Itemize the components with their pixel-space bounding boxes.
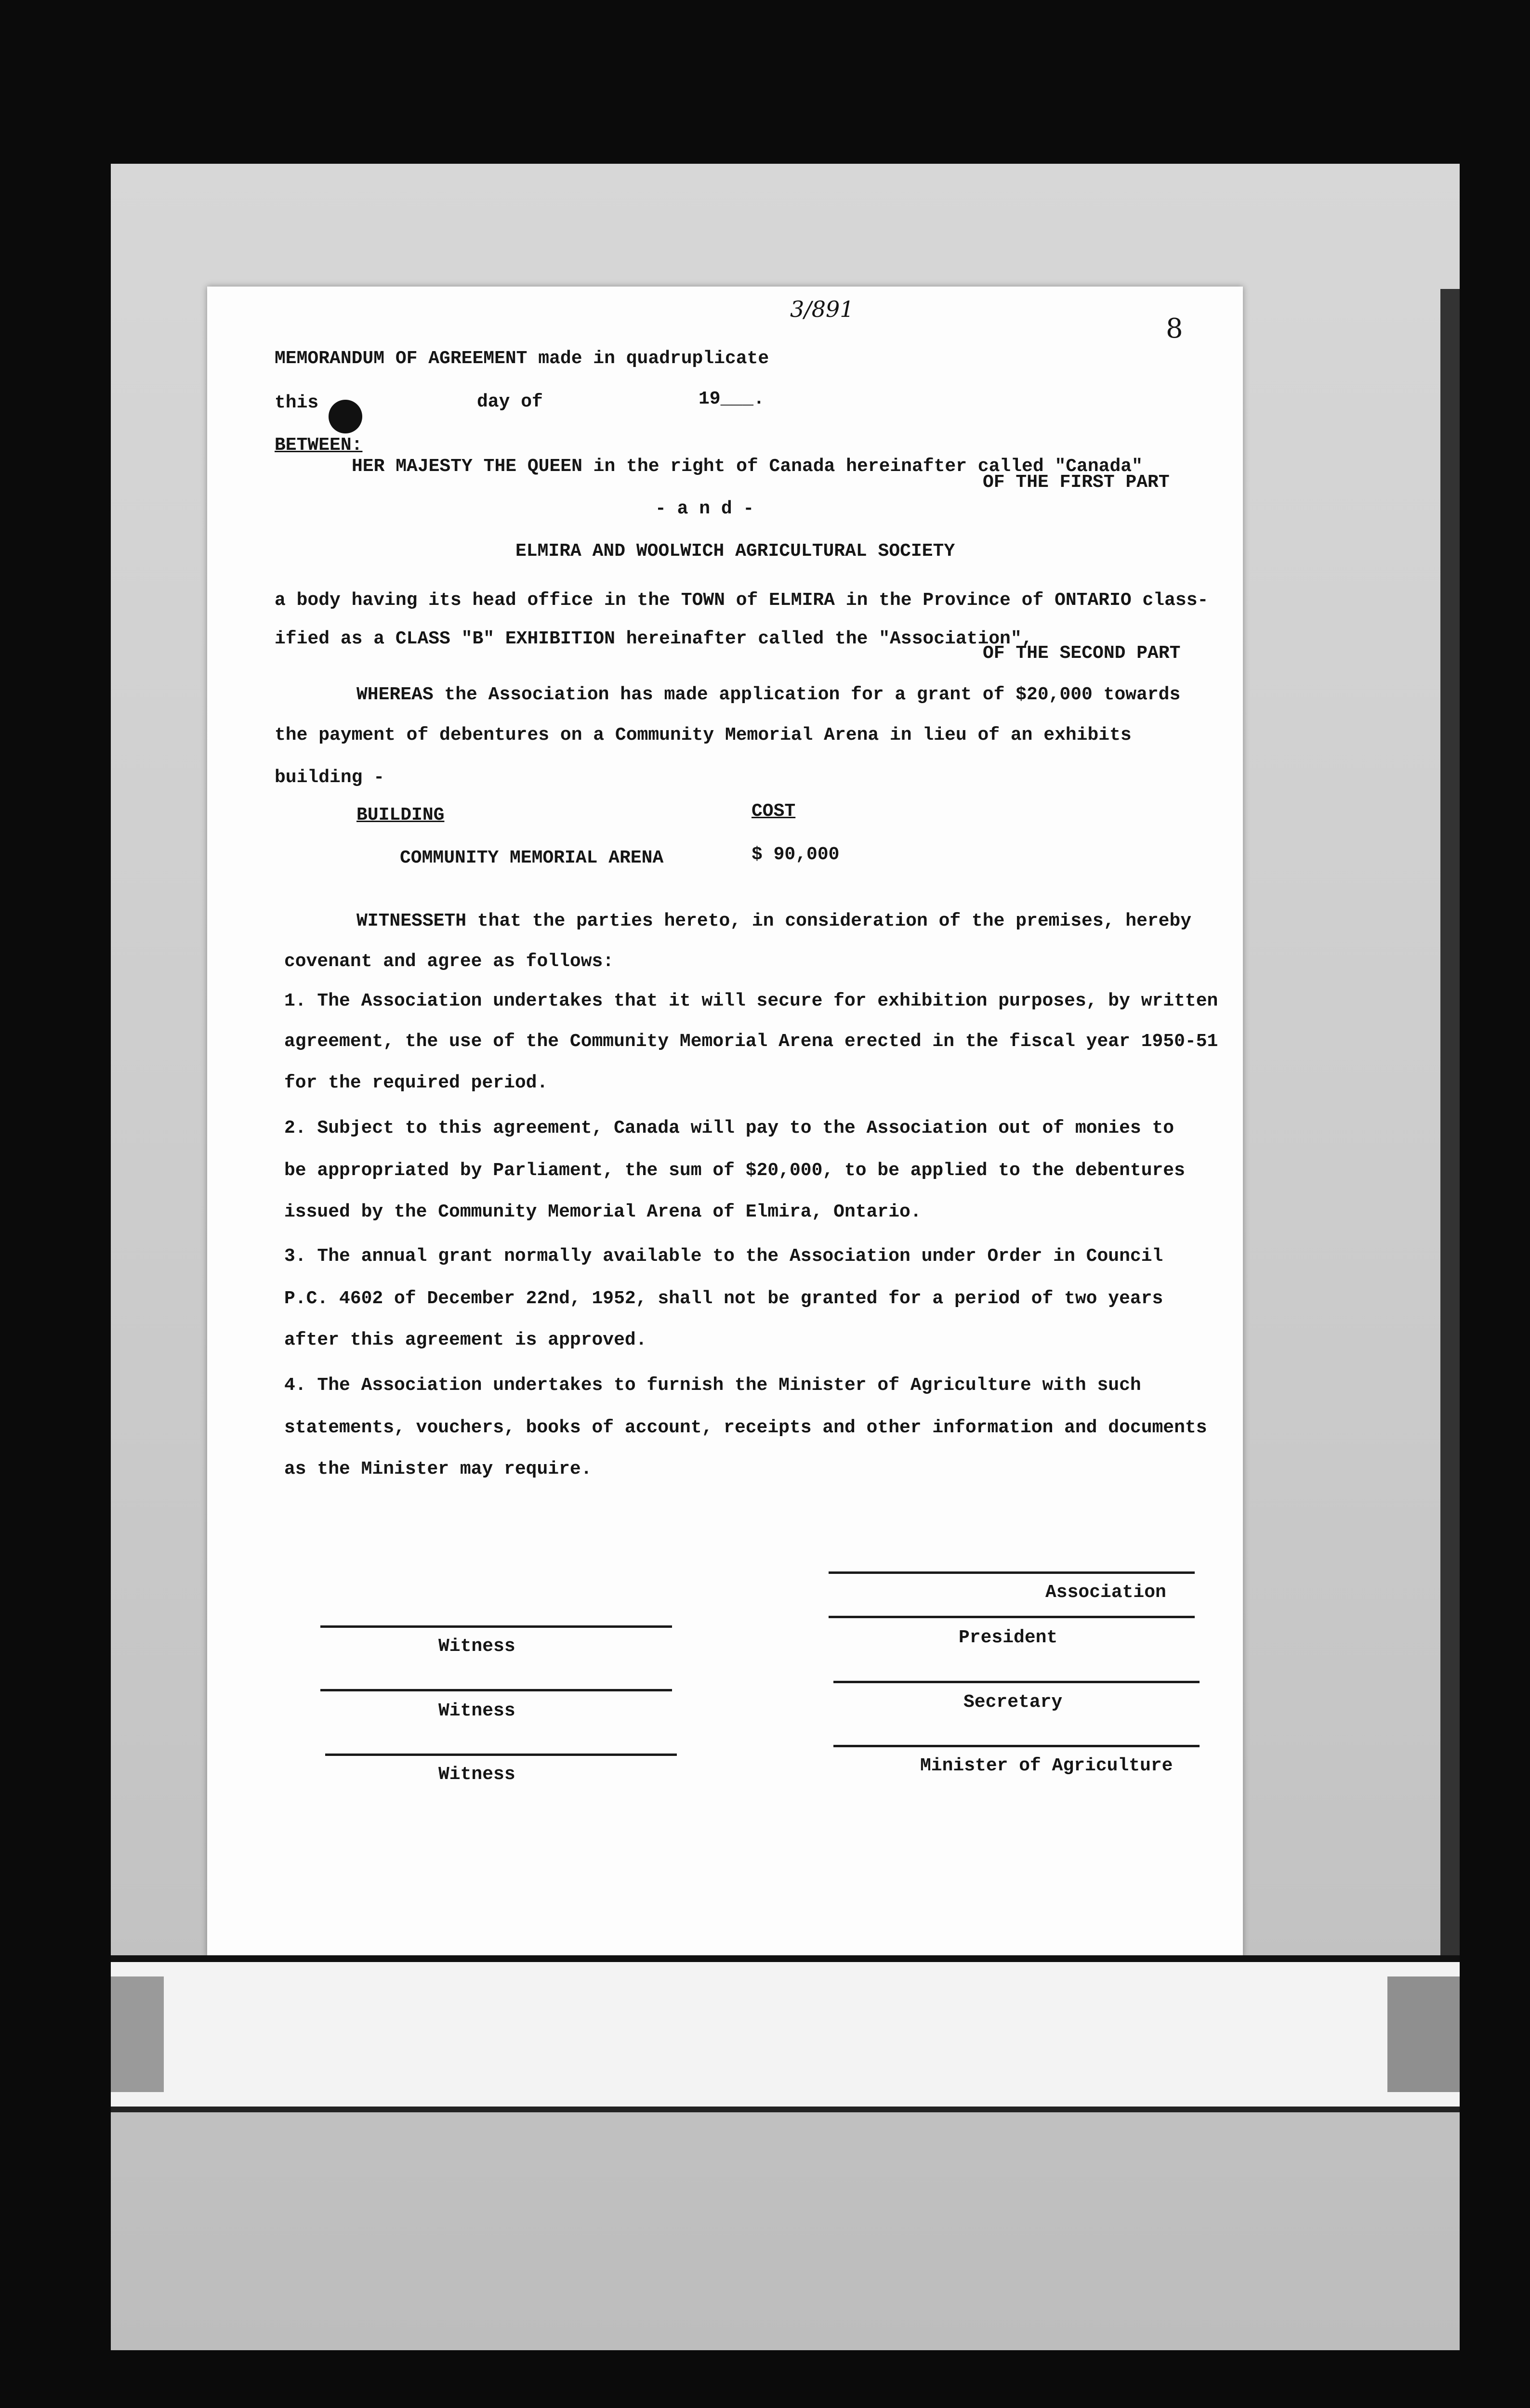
punch-hole (329, 400, 362, 433)
society-description-line-1: a body having its head office in the TOWN of ELMIRA in the Province of ONTARIO class- (275, 590, 1209, 611)
witnesseth-line-2: covenant and agree as follows: (284, 951, 614, 972)
minister-signature-line (833, 1745, 1200, 1747)
tape-strip-left-shadow (111, 1976, 164, 2092)
society-description-line-2: ified as a CLASS "B" EXHIBITION hereinafter called the "Association", (275, 628, 1033, 649)
table-cost-value: $ 90,000 (752, 844, 840, 865)
clause-1-line-1: 1. The Association undertakes that it will secure for exhibition purposes, by written (284, 991, 1218, 1011)
table-building-value: COMMUNITY MEMORIAL ARENA (400, 848, 664, 868)
clause-4-line-3: as the Minister may require. (284, 1459, 592, 1479)
secretary-signature-line (833, 1681, 1200, 1683)
and-separator: - a n d - (655, 498, 754, 519)
between-label: BETWEEN: (275, 435, 363, 456)
second-part-label: OF THE SECOND PART (983, 643, 1181, 664)
association-label: Association (1045, 1582, 1166, 1603)
whereas-line-3: building - (275, 767, 385, 788)
whereas-line-2: the payment of debentures on a Community Memorial Arena in lieu of an exhibits (275, 725, 1132, 746)
memorandum-title: MEMORANDUM OF AGREEMENT made in quadruplicate (275, 348, 769, 369)
secretary-label: Secretary (963, 1692, 1063, 1713)
clause-3-line-2: P.C. 4602 of December 22nd, 1952, shall not be granted for a period of two years (284, 1288, 1163, 1309)
clause-3-line-1: 3. The annual grant normally available to the Association under Order in Council (284, 1246, 1163, 1267)
whereas-line-1: WHEREAS the Association has made application for a grant of $20,000 towards (356, 684, 1181, 705)
witnesseth-line-1: WITNESSETH that the parties hereto, in consideration of the premises, hereby (356, 911, 1192, 931)
clause-4-line-1: 4. The Association undertakes to furnish the Minister of Agriculture with such (284, 1375, 1141, 1396)
witness-3-signature-line (325, 1754, 677, 1756)
first-part-label: OF THE FIRST PART (983, 472, 1170, 493)
date-this: this (275, 393, 319, 413)
mounting-tape-strip (111, 1955, 1460, 2112)
president-signature-line (829, 1616, 1195, 1618)
clause-2-line-1: 2. Subject to this agreement, Canada will pay to the Association out of monies to (284, 1118, 1174, 1139)
table-header-building: BUILDING (356, 805, 445, 825)
first-party-text: HER MAJESTY THE QUEEN in the right of Canada hereinafter called "Canada" (352, 456, 1143, 477)
witness-2-signature-line (320, 1689, 672, 1691)
clause-3-line-3: after this agreement is approved. (284, 1330, 647, 1350)
clause-1-line-3: for the required period. (284, 1073, 548, 1093)
minister-label: Minister of Agriculture (920, 1755, 1173, 1776)
clause-2-line-2: be appropriated by Parliament, the sum of $20,000, to be applied to the debentures (284, 1160, 1185, 1181)
page-number: 8 (1166, 313, 1183, 344)
tape-strip-right-shadow (1387, 1976, 1460, 2092)
society-name: ELMIRA AND WOOLWICH AGRICULTURAL SOCIETY (515, 541, 955, 562)
witness-1-signature-line (320, 1625, 672, 1628)
witness-3-label: Witness (438, 1764, 515, 1785)
file-number: 3/891 (790, 296, 854, 322)
date-year: 19___. (699, 389, 765, 409)
agreement-page (207, 287, 1243, 1958)
witness-1-label: Witness (438, 1636, 515, 1657)
clause-1-line-2: agreement, the use of the Community Memorial Arena erected in the fiscal year 1950-51 (284, 1031, 1218, 1052)
clause-4-line-2: statements, vouchers, books of account, receipts and other information and documents (284, 1417, 1207, 1438)
president-label: President (959, 1627, 1058, 1648)
witness-2-label: Witness (438, 1701, 515, 1721)
mount-edge-shadow (1440, 289, 1460, 1975)
table-header-cost: COST (752, 801, 796, 822)
date-day-of: day of (477, 392, 543, 412)
clause-2-line-3: issued by the Community Memorial Arena of Elmira, Ontario. (284, 1202, 922, 1222)
association-signature-line (829, 1571, 1195, 1574)
